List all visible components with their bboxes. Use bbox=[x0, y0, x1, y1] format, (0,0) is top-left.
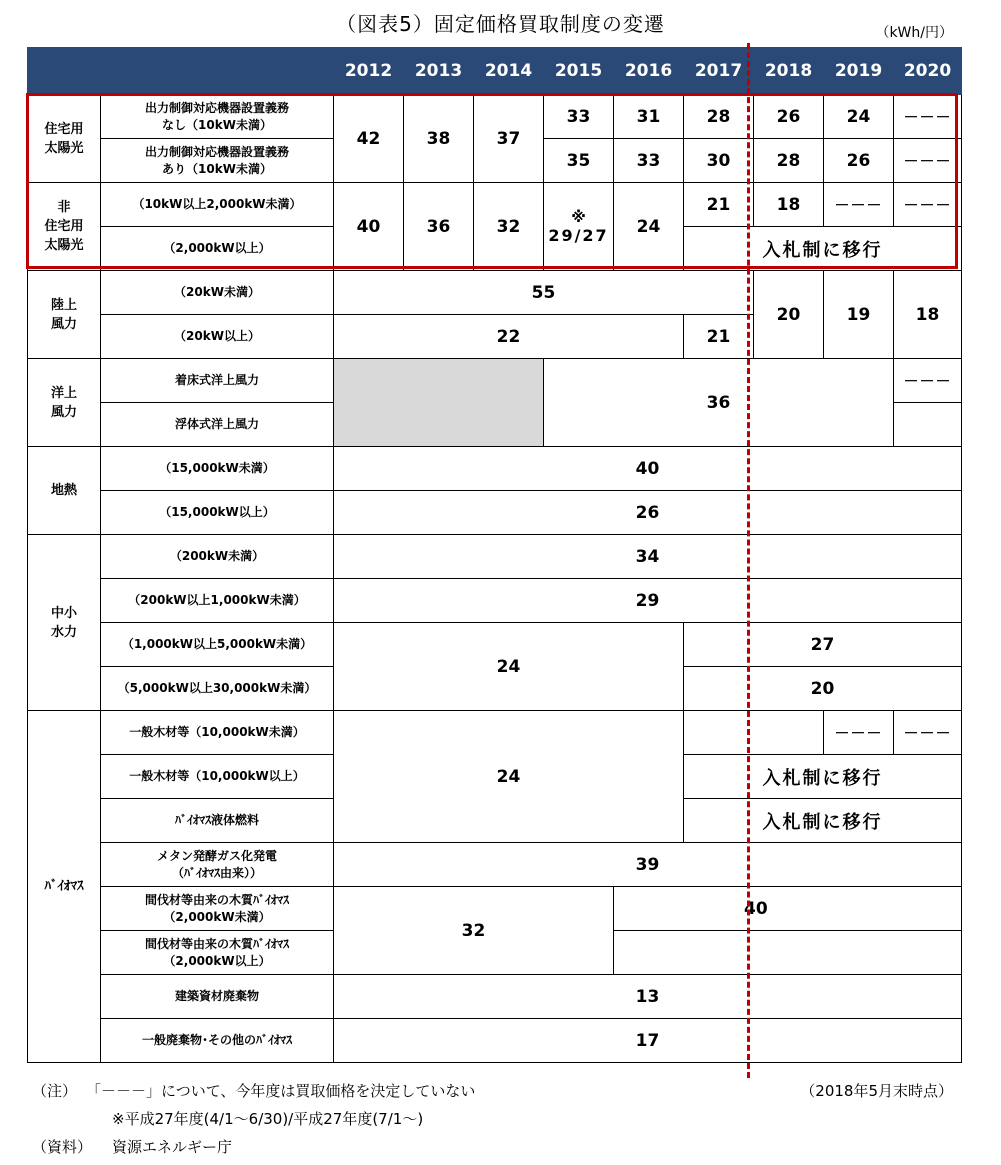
subcategory: （15,000kW以上） bbox=[101, 491, 334, 535]
category-geothermal: 地熱 bbox=[28, 447, 101, 535]
value-cell: 38 bbox=[404, 95, 474, 183]
value-cell: 30 bbox=[684, 139, 754, 183]
value-cell: 18 bbox=[894, 271, 962, 359]
subcategory: （1,000kW以上5,000kW未満） bbox=[101, 623, 334, 667]
subcategory: 出力制御対応機器設置義務 なし（10kW未満） bbox=[101, 95, 334, 139]
value-cell: 28 bbox=[754, 139, 824, 183]
value-cell: 36 bbox=[404, 183, 474, 271]
value-cell: 32 bbox=[334, 887, 614, 975]
table-row bbox=[28, 711, 962, 755]
value-cell: 17 bbox=[334, 1019, 962, 1063]
category-small-hydro: 中小 水力 bbox=[28, 535, 101, 711]
source-text: 資源エネルギー庁 bbox=[112, 1138, 233, 1156]
subcategory: 建築資材廃棄物 bbox=[101, 975, 334, 1019]
subcategory: 一般木材等（10,000kW未満） bbox=[101, 711, 334, 755]
value-cell: 18 bbox=[754, 183, 824, 227]
subcategory: 出力制御対応機器設置義務 あり（10kW未満） bbox=[101, 139, 334, 183]
as-of-date: （2018年5月末時点） bbox=[800, 1082, 953, 1100]
empty-cell bbox=[684, 711, 824, 755]
subcategory: ﾊﾞｲｵﾏｽ液体燃料 bbox=[101, 799, 334, 843]
value-cell: 13 bbox=[334, 975, 962, 1019]
unit-label: （kWh/円） bbox=[875, 25, 953, 41]
value-cell: 35 bbox=[544, 139, 614, 183]
value-cell: 31 bbox=[614, 95, 684, 139]
value-cell: 22 bbox=[334, 315, 684, 359]
year-2017: 2017 bbox=[684, 48, 754, 95]
value-cell: 24 bbox=[334, 623, 684, 711]
header-blank bbox=[28, 48, 334, 95]
category-nonresidential-solar: 非 住宅用 太陽光 bbox=[28, 183, 101, 271]
table-row bbox=[28, 535, 962, 579]
subcategory: （10kW以上2,000kW未満） bbox=[101, 183, 334, 227]
value-cell: 26 bbox=[824, 139, 894, 183]
subcategory: （2,000kW以上） bbox=[101, 227, 334, 271]
value-cell: 40 bbox=[334, 183, 404, 271]
footnote-mark: ※ bbox=[571, 208, 586, 226]
subcategory: （200kW以上1,000kW未満） bbox=[101, 579, 334, 623]
not-applicable-cell bbox=[334, 359, 544, 447]
value-cell: 20 bbox=[684, 667, 962, 711]
subcategory: 間伐材等由来の木質ﾊﾞｲｵﾏｽ （2,000kW未満） bbox=[101, 887, 334, 931]
empty-cell bbox=[614, 931, 962, 975]
value-cell: 28 bbox=[684, 95, 754, 139]
table-row bbox=[28, 1019, 962, 1063]
year-2016: 2016 bbox=[614, 48, 684, 95]
value-cell: 42 bbox=[334, 95, 404, 183]
subcategory: （5,000kW以上30,000kW未満） bbox=[101, 667, 334, 711]
table-row bbox=[28, 359, 962, 403]
year-2015: 2015 bbox=[544, 48, 614, 95]
value-cell: 39 bbox=[334, 843, 962, 887]
not-decided-cell: －－－ bbox=[894, 359, 962, 403]
value-cell: 33 bbox=[544, 95, 614, 139]
subcategory: （200kW未満） bbox=[101, 535, 334, 579]
table-row bbox=[28, 95, 962, 139]
year-2012: 2012 bbox=[334, 48, 404, 95]
table-row bbox=[28, 447, 962, 491]
value-cell bbox=[544, 183, 614, 271]
value-cell: 20 bbox=[754, 271, 824, 359]
category-onshore-wind: 陸上 風力 bbox=[28, 271, 101, 359]
value-cell: 27 bbox=[684, 623, 962, 667]
table-row bbox=[28, 887, 962, 931]
not-decided-cell: －－－ bbox=[894, 183, 962, 227]
subcategory: 一般廃棄物･その他のﾊﾞｲｵﾏｽ bbox=[101, 1019, 334, 1063]
year-2018: 2018 bbox=[754, 48, 824, 95]
value-cell: 32 bbox=[474, 183, 544, 271]
value-cell: 26 bbox=[334, 491, 962, 535]
value-cell: 34 bbox=[334, 535, 962, 579]
value-cell: 29 bbox=[334, 579, 962, 623]
subcategory: （20kW未満） bbox=[101, 271, 334, 315]
note-label: （注） bbox=[32, 1082, 78, 1100]
year-2020: 2020 bbox=[894, 48, 962, 95]
value-cell: 33 bbox=[614, 139, 684, 183]
not-decided-cell: －－－ bbox=[824, 183, 894, 227]
subcategory: 一般木材等（10,000kW以上） bbox=[101, 755, 334, 799]
subcategory: 着床式洋上風力 bbox=[101, 359, 334, 403]
value-cell: 24 bbox=[614, 183, 684, 271]
subcategory: 間伐材等由来の木質ﾊﾞｲｵﾏｽ （2,000kW以上） bbox=[101, 931, 334, 975]
not-decided-cell: －－－ bbox=[894, 139, 962, 183]
table-row bbox=[28, 975, 962, 1019]
value-cell: 26 bbox=[754, 95, 824, 139]
table-row bbox=[28, 623, 962, 667]
subcategory: （20kW以上） bbox=[101, 315, 334, 359]
tender-cell: 入札制に移行 bbox=[684, 227, 962, 271]
table-row bbox=[28, 183, 962, 227]
value-cell: 21 bbox=[684, 315, 754, 359]
source-label: （資料） bbox=[32, 1138, 93, 1156]
value-cell: 21 bbox=[684, 183, 754, 227]
subcategory: メタン発酵ガス化発電 （ﾊﾞｲｵﾏｽ由来）） bbox=[101, 843, 334, 887]
note-text: 「－－－」について、今年度は買取価格を決定していない bbox=[86, 1082, 476, 1100]
year-2014: 2014 bbox=[474, 48, 544, 95]
value-cell: 55 bbox=[334, 271, 754, 315]
category-residential-solar: 住宅用 太陽光 bbox=[28, 95, 101, 183]
subcategory: （15,000kW未満） bbox=[101, 447, 334, 491]
value-cell: 36 bbox=[544, 359, 894, 447]
not-decided-cell: －－－ bbox=[824, 711, 894, 755]
value-cell: 40 bbox=[614, 887, 962, 931]
table-row bbox=[28, 843, 962, 887]
value-text: 29/27 bbox=[548, 226, 609, 245]
not-decided-cell: －－－ bbox=[894, 711, 962, 755]
footnote-text: ※平成27年度(4/1～6/30)/平成27年度(7/1～) bbox=[112, 1110, 424, 1128]
value-cell: 19 bbox=[824, 271, 894, 359]
value-cell: 24 bbox=[334, 711, 684, 843]
chart-title: （図表5）固定価格買取制度の変遷 bbox=[336, 12, 665, 36]
year-2013: 2013 bbox=[404, 48, 474, 95]
table-row bbox=[28, 579, 962, 623]
not-decided-cell: －－－ bbox=[894, 95, 962, 139]
value-cell: 37 bbox=[474, 95, 544, 183]
year-2019: 2019 bbox=[824, 48, 894, 95]
category-biomass: ﾊﾞｲｵﾏｽ bbox=[28, 711, 101, 1063]
header-row bbox=[28, 48, 962, 95]
tender-cell: 入札制に移行 bbox=[684, 755, 962, 799]
table-row bbox=[28, 271, 962, 315]
value-cell: 40 bbox=[334, 447, 962, 491]
category-offshore-wind: 洋上 風力 bbox=[28, 359, 101, 447]
subcategory: 浮体式洋上風力 bbox=[101, 403, 334, 447]
tender-cell: 入札制に移行 bbox=[684, 799, 962, 843]
value-cell: 24 bbox=[824, 95, 894, 139]
fit-price-table bbox=[27, 47, 962, 1063]
empty-cell bbox=[894, 403, 962, 447]
table-row bbox=[28, 491, 962, 535]
